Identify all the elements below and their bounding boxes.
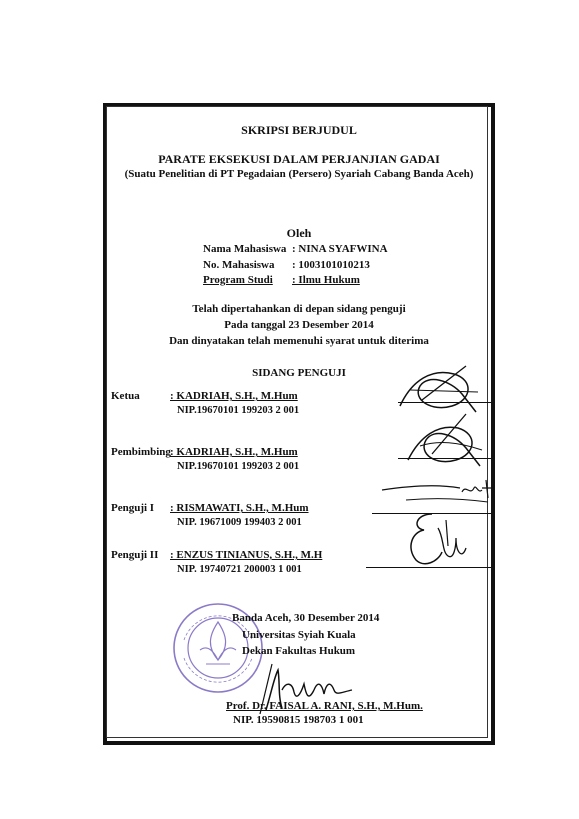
closing-university: Universitas Syiah Kuala — [242, 629, 356, 641]
examiner-nip: NIP.19670101 199203 2 001 — [177, 405, 300, 416]
student-nim-label: No. Mahasiswa — [203, 259, 275, 271]
closing-dean-title: Dekan Fakultas Hukum — [242, 645, 356, 657]
examiner-name: : KADRIAH, S.H., M.Hum — [170, 446, 298, 458]
examiner-role: Penguji I — [111, 502, 155, 514]
dean-nip: NIP. 19590815 198703 1 001 — [233, 714, 364, 726]
defended-line-1: Telah dipertahankan di depan sidang penguji — [192, 303, 406, 315]
student-name-label: Nama Mahasiswa — [203, 243, 287, 255]
heading: SKRIPSI BERJUDUL — [241, 123, 357, 137]
closing-place-date: Banda Aceh, 30 Desember 2014 — [232, 612, 380, 624]
student-prodi-label: Program Studi — [203, 274, 273, 286]
student-prodi-value: : Ilmu Hukum — [292, 274, 360, 286]
examiner-role: Ketua — [111, 390, 140, 402]
signature-pembimbing — [398, 410, 488, 472]
panel-title: SIDANG PENGUJI — [252, 367, 346, 379]
by-label: Oleh — [286, 226, 312, 240]
dean-name: Prof. Dr. FAISAL A. RANI, S.H., M.Hum. — [226, 700, 423, 712]
examiner-nip: NIP.19670101 199203 2 001 — [177, 461, 300, 472]
examiner-name: : ENZUS TINIANUS, S.H., M.H — [170, 549, 323, 561]
examiner-role: Penguji II — [111, 549, 159, 561]
thesis-title: PARATE EKSEKUSI DALAM PERJANJIAN GADAI — [158, 152, 440, 166]
examiner-role: Pembimbing — [111, 446, 171, 458]
signature-penguji-2 — [398, 508, 470, 572]
examiner-nip: NIP. 19740721 200003 1 001 — [177, 564, 302, 575]
thesis-subtitle: (Suatu Penelitian di PT Pegadaian (Persero) Syariah Cabang Banda Aceh) — [124, 168, 474, 180]
student-nim-value: : 1003101010213 — [292, 259, 370, 271]
defended-line-2: Pada tanggal 23 Desember 2014 — [224, 319, 374, 331]
examiner-name: : RISMAWATI, S.H., M.Hum — [170, 502, 309, 514]
signature-penguji-1 — [378, 474, 496, 508]
examiner-name: : KADRIAH, S.H., M.Hum — [170, 390, 298, 402]
defended-line-3: Dan dinyatakan telah memenuhi syarat untuk diterima — [169, 335, 429, 347]
student-name-value: : NINA SYAFWINA — [292, 243, 388, 255]
examiner-nip: NIP. 19671009 199403 2 001 — [177, 517, 302, 528]
